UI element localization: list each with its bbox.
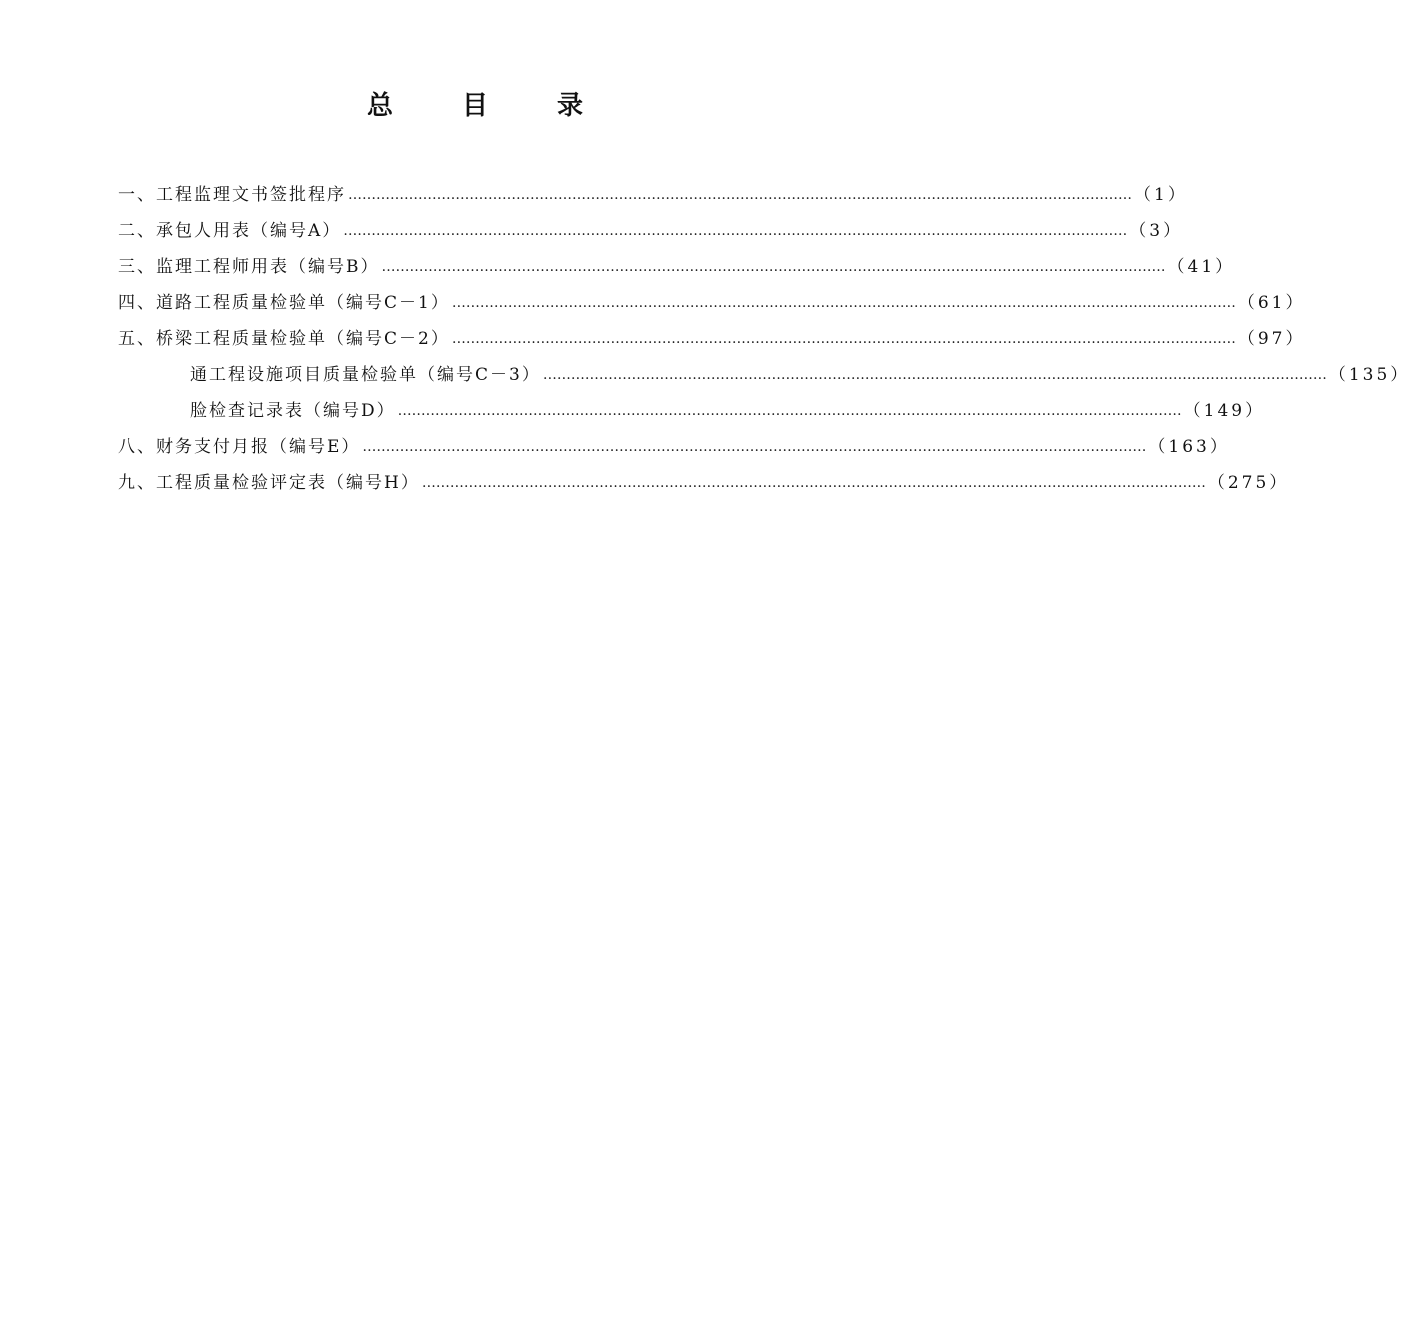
toc-entry-page: （1） <box>1134 185 1188 205</box>
toc-entry-number: 一、 <box>118 185 156 205</box>
toc-entry[interactable] <box>118 324 1306 354</box>
toc-entry-number: 八、 <box>118 437 156 457</box>
toc-leader-dots: …………………………………………………………………………………………………………………………………………………… <box>381 259 1166 275</box>
toc-entry-page: （149） <box>1183 401 1266 421</box>
toc-entry-page: （275） <box>1207 473 1290 493</box>
toc-entry-title: 脸检查记录表（编号D） <box>190 401 396 421</box>
toc-entry-title: 桥梁工程质量检验单（编号C－2） <box>156 329 450 349</box>
toc-entry-title: 工程监理文书签批程序 <box>156 185 346 205</box>
toc-entry-page: （163） <box>1148 437 1230 457</box>
toc-entry-number: 九、 <box>118 473 156 493</box>
toc-entry-title: 承包人用表（编号A） <box>156 221 342 241</box>
toc-entry[interactable] <box>118 432 1230 462</box>
toc-leader-dots: …………………………………………………………………………………………………………………………………………………… <box>397 403 1182 419</box>
toc-entry-number: 二、 <box>118 221 156 241</box>
toc-leader-dots: …………………………………………………………………………………………………………………………………………………… <box>362 439 1147 455</box>
toc-entry-title: 财务支付月报（编号E） <box>156 437 361 457</box>
toc-entry-title: 工程质量检验评定表（编号H） <box>156 473 420 493</box>
toc-entry-title: 通工程设施项目质量检验单（编号C－3） <box>190 365 541 385</box>
toc-leader-dots: …………………………………………………………………………………………………………………………………………………… <box>421 475 1206 491</box>
toc-leader-dots: …………………………………………………………………………………………………………………………………………………… <box>542 367 1327 383</box>
toc-entry[interactable] <box>118 468 1290 498</box>
toc-entry[interactable] <box>190 396 1266 426</box>
toc-leader-dots: …………………………………………………………………………………………………………………………………………………… <box>343 223 1128 239</box>
toc-entry-number: 五、 <box>118 329 156 349</box>
toc-entry[interactable] <box>118 216 1184 246</box>
toc-entry-page: （3） <box>1129 221 1184 241</box>
toc-entry-title: 道路工程质量检验单（编号C－1） <box>156 293 450 313</box>
toc-entry-number: 三、 <box>118 257 156 277</box>
toc-entry[interactable] <box>118 180 1188 210</box>
toc-leader-dots: …………………………………………………………………………………………………………………………………………………… <box>451 331 1236 347</box>
toc-entry[interactable] <box>118 288 1306 318</box>
toc-leader-dots: …………………………………………………………………………………………………………………………………………………… <box>451 295 1236 311</box>
toc-leader-dots: …………………………………………………………………………………………………………………………………………………… <box>348 187 1132 203</box>
toc-entry-page: （41） <box>1167 257 1236 277</box>
toc-entry-page: （97） <box>1237 329 1306 349</box>
toc-entry-number: 四、 <box>118 293 156 313</box>
toc-entry-page: （135） <box>1328 365 1410 385</box>
toc-entry[interactable] <box>118 252 1236 282</box>
toc-entry-title: 监理工程师用表（编号B） <box>156 257 380 277</box>
toc-entry-page: （61） <box>1237 293 1306 313</box>
page-title: 总 目 录 <box>366 91 614 121</box>
toc-entry[interactable] <box>190 360 1410 390</box>
